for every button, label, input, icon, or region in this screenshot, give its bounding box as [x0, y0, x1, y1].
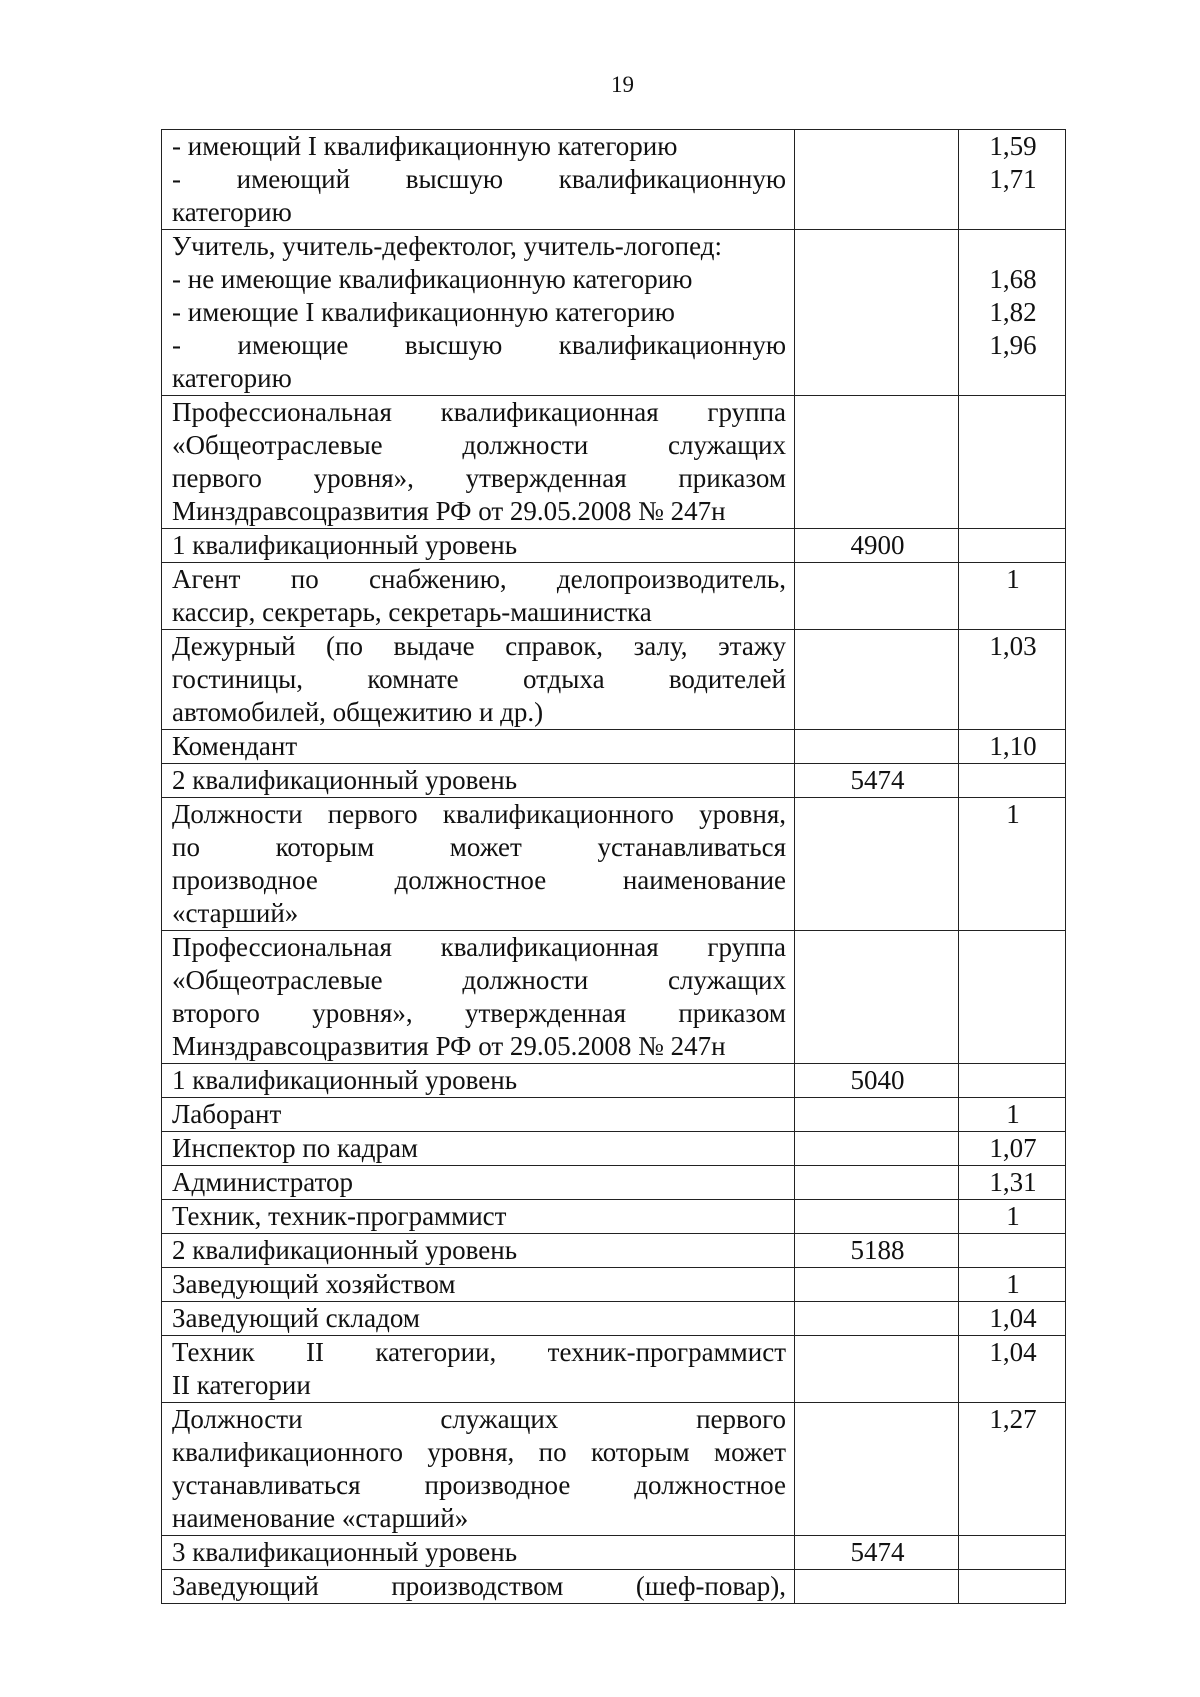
position-text-line: Должности служащих первого	[172, 1404, 786, 1434]
position-cell	[162, 1200, 795, 1234]
salary-value: 5474	[850, 765, 905, 795]
salary-cell	[795, 1302, 959, 1336]
salary-cell	[795, 1166, 959, 1200]
coefficient-cell	[959, 1234, 1066, 1268]
table-row	[162, 1132, 1066, 1166]
coefficient-value: 1,27	[989, 1404, 1037, 1434]
salary-cell	[795, 1336, 959, 1403]
position-cell	[162, 1536, 795, 1570]
position-text-line: наименование «старший»	[172, 1503, 469, 1533]
position-text-line: автомобилей, общежитию и др.)	[172, 697, 544, 727]
position-text-line: Профессиональная квалификационная группа	[172, 397, 786, 427]
table-row	[162, 730, 1066, 764]
table-row	[162, 230, 1066, 396]
table-row	[162, 1403, 1066, 1536]
position-text-line: II категории	[172, 1370, 311, 1400]
coefficient-value: 1,04	[989, 1337, 1037, 1367]
salary-cell	[795, 1570, 959, 1604]
position-text-line: кассир, секретарь, секретарь-машинистка	[172, 597, 652, 627]
position-text-line: «Общеотраслевые должности служащих	[172, 965, 786, 995]
salary-cell	[795, 1268, 959, 1302]
coefficient-cell	[959, 1064, 1066, 1098]
spacer	[969, 230, 1057, 263]
position-text-line: Дежурный (по выдаче справок, залу, этажу	[172, 631, 786, 661]
position-cell	[162, 1166, 795, 1200]
coefficient-value: 1,07	[989, 1133, 1037, 1163]
salary-cell	[795, 529, 959, 563]
position-text-line: Заведующий хозяйством	[172, 1269, 456, 1299]
coefficient-cell	[959, 1166, 1066, 1200]
table-body	[162, 130, 1066, 1604]
coefficient-value: 1,82	[989, 297, 1037, 327]
coefficient-value: 1	[1006, 1269, 1020, 1299]
salary-cell	[795, 1536, 959, 1570]
position-cell	[162, 630, 795, 730]
position-text-line: второго уровня», утвержденная приказом	[172, 998, 786, 1028]
table-row	[162, 1536, 1066, 1570]
coefficient-value: 1	[1006, 564, 1020, 594]
position-cell	[162, 529, 795, 563]
position-text-line: Лаборант	[172, 1099, 282, 1129]
salary-cell	[795, 630, 959, 730]
salary-cell	[795, 1234, 959, 1268]
coefficient-value: 1,10	[989, 731, 1037, 761]
position-text-line: по которым может устанавливаться	[172, 832, 786, 862]
position-text-line: Учитель, учитель-дефектолог, учитель-логопед:	[172, 231, 722, 261]
position-text-line: гостиницы, комнате отдыха водителей	[172, 664, 786, 694]
coefficient-cell	[959, 1098, 1066, 1132]
salary-value: 5474	[850, 1537, 905, 1567]
coefficient-value: 1,71	[989, 164, 1037, 194]
coefficient-cell	[959, 1570, 1066, 1604]
position-text-line: Техник, техник-программист	[172, 1201, 507, 1231]
position-cell	[162, 1132, 795, 1166]
salary-value: 4900	[850, 530, 905, 560]
table-row	[162, 1166, 1066, 1200]
salary-coefficient-table	[161, 129, 1066, 1604]
salary-cell	[795, 730, 959, 764]
position-text-line: «старший»	[172, 898, 299, 928]
salary-value: 5188	[850, 1235, 905, 1265]
table-row	[162, 1570, 1066, 1604]
position-text-line: категорию	[172, 197, 292, 227]
coefficient-cell	[959, 563, 1066, 630]
table-row	[162, 931, 1066, 1064]
salary-cell	[795, 1064, 959, 1098]
coefficient-cell	[959, 798, 1066, 931]
coefficient-value: 1,31	[989, 1167, 1037, 1197]
position-cell	[162, 230, 795, 396]
salary-cell	[795, 396, 959, 529]
position-cell	[162, 730, 795, 764]
table-row	[162, 764, 1066, 798]
position-text-line: - имеющие высшую квалификационную	[172, 330, 786, 360]
coefficient-cell	[959, 1336, 1066, 1403]
table-row	[162, 1336, 1066, 1403]
position-text-line: Профессиональная квалификационная группа	[172, 932, 786, 962]
coefficient-value: 1,68	[989, 264, 1037, 294]
position-text-line: 1 квалификационный уровень	[172, 530, 518, 560]
position-text-line: 2 квалификационный уровень	[172, 765, 518, 795]
table-row	[162, 1200, 1066, 1234]
position-cell	[162, 1268, 795, 1302]
table-row	[162, 1302, 1066, 1336]
position-text-line: Минздравсоцразвития РФ от 29.05.2008 № 247н	[172, 496, 726, 526]
position-text-line: Заведующий складом	[172, 1303, 420, 1333]
position-cell	[162, 563, 795, 630]
coefficient-cell	[959, 1200, 1066, 1234]
position-text-line: первого уровня», утвержденная приказом	[172, 463, 786, 493]
coefficient-cell	[959, 230, 1066, 396]
table-row	[162, 1064, 1066, 1098]
position-text-line: 1 квалификационный уровень	[172, 1065, 518, 1095]
coefficient-cell	[959, 730, 1066, 764]
position-text-line: Комендант	[172, 731, 298, 761]
table-row	[162, 630, 1066, 730]
position-text-line: Должности первого квалификационного уровня,	[172, 799, 786, 829]
position-text-line: категорию	[172, 363, 292, 393]
coefficient-cell	[959, 130, 1066, 230]
table-row	[162, 529, 1066, 563]
position-cell	[162, 798, 795, 931]
position-text-line: - не имеющие квалификационную категорию	[172, 264, 693, 294]
table-row	[162, 1234, 1066, 1268]
coefficient-cell	[959, 931, 1066, 1064]
coefficient-value: 1,03	[989, 631, 1037, 661]
salary-cell	[795, 230, 959, 396]
position-text-line: - имеющие I квалификационную категорию	[172, 297, 675, 327]
position-text-line: «Общеотраслевые должности служащих	[172, 430, 786, 460]
table-row	[162, 563, 1066, 630]
coefficient-value: 1,59	[989, 131, 1037, 161]
position-text-line: 2 квалификационный уровень	[172, 1235, 518, 1265]
coefficient-value: 1	[1006, 1099, 1020, 1129]
page-number: 19	[611, 72, 634, 97]
coefficient-value: 1	[1006, 1201, 1020, 1231]
position-cell	[162, 1570, 795, 1604]
coefficient-cell	[959, 529, 1066, 563]
position-text-line: - имеющий I квалификационную категорию	[172, 131, 678, 161]
coefficient-cell	[959, 630, 1066, 730]
position-text-line: Инспектор по кадрам	[172, 1133, 419, 1163]
salary-cell	[795, 1098, 959, 1132]
position-text-line: Техник II категории, техник-программист	[172, 1337, 786, 1367]
position-cell	[162, 1064, 795, 1098]
coefficient-cell	[959, 1268, 1066, 1302]
position-text-line: производное должностное наименование	[172, 865, 786, 895]
coefficient-cell	[959, 1536, 1066, 1570]
position-cell	[162, 931, 795, 1064]
position-cell	[162, 130, 795, 230]
salary-cell	[795, 764, 959, 798]
salary-value: 5040	[850, 1065, 905, 1095]
position-text-line: устанавливаться производное должностное	[172, 1470, 786, 1500]
position-cell	[162, 396, 795, 529]
position-text-line: 3 квалификационный уровень	[172, 1537, 518, 1567]
position-text-line: Минздравсоцразвития РФ от 29.05.2008 № 247н	[172, 1031, 726, 1061]
position-text-line: квалификационного уровня, по которым может	[172, 1437, 786, 1467]
table-row	[162, 798, 1066, 931]
table-row	[162, 130, 1066, 230]
position-cell	[162, 764, 795, 798]
coefficient-cell	[959, 1132, 1066, 1166]
coefficient-cell	[959, 1302, 1066, 1336]
position-cell	[162, 1302, 795, 1336]
salary-cell	[795, 931, 959, 1064]
salary-cell	[795, 1403, 959, 1536]
coefficient-value: 1	[1006, 799, 1020, 829]
position-text-line: Заведующий производством (шеф-повар),	[172, 1571, 786, 1601]
position-text-line: Администратор	[172, 1167, 354, 1197]
position-text-line: - имеющий высшую квалификационную	[172, 164, 786, 194]
position-cell	[162, 1336, 795, 1403]
coefficient-cell	[959, 1403, 1066, 1536]
table-row	[162, 396, 1066, 529]
position-cell	[162, 1098, 795, 1132]
salary-cell	[795, 130, 959, 230]
position-cell	[162, 1234, 795, 1268]
table-row	[162, 1098, 1066, 1132]
table-row	[162, 1268, 1066, 1302]
salary-cell	[795, 1132, 959, 1166]
coefficient-cell	[959, 396, 1066, 529]
coefficient-cell	[959, 764, 1066, 798]
salary-cell	[795, 1200, 959, 1234]
position-cell	[162, 1403, 795, 1536]
position-text-line: Агент по снабжению, делопроизводитель,	[172, 564, 786, 594]
salary-cell	[795, 798, 959, 931]
salary-cell	[795, 563, 959, 630]
coefficient-value: 1,96	[989, 330, 1037, 360]
coefficient-value: 1,04	[989, 1303, 1037, 1333]
